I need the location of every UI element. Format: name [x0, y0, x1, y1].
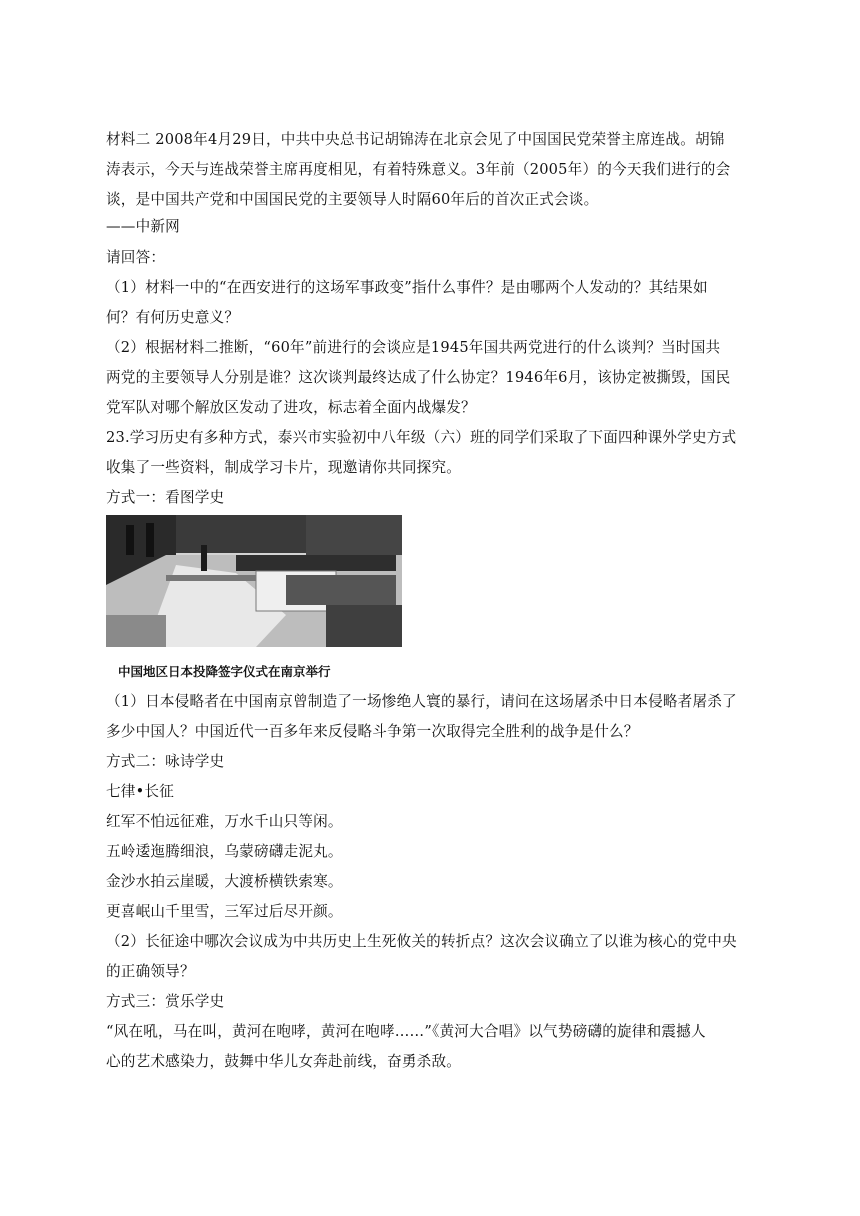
text-line: 多少中国人？中国近代一百多年来反侵略斗争第一次取得完全胜利的战争是什么？ [106, 723, 639, 740]
photo-caption: 中国地区日本投降签字仪式在南京举行 [118, 664, 331, 679]
source-attribution: ——中新网 [106, 218, 180, 235]
question-1: （1）材料一中的“在西安进行的这场军事政变”指什么事件？是由哪两个人发动的？其结果如 [106, 279, 708, 296]
text-line: （1）日本侵略者在中国南京曾制造了一场惨绝人寰的暴行，请问在这场屠杀中日本侵略者屠杀了 [106, 693, 737, 710]
poem-line: 更喜岷山千里雪，三军过后尽开颜。 [106, 903, 343, 920]
question-23: 23.学习历史有多种方式，泰兴市实验初中八年级（六）班的同学们采取了下面四种课外学史方式 [106, 429, 737, 446]
text-line: 请回答： [106, 249, 166, 266]
section-heading: 方式三：赏乐学史 [106, 993, 225, 1010]
text-line: 涛表示，今天与连战荣誉主席再度相见，有着特殊意义。3年前（2005年）的今天我们进行的会 [106, 161, 731, 178]
poem-line: 五岭逶迤腾细浪，乌蒙磅礴走泥丸。 [106, 843, 343, 860]
question-2: （2）根据材料二推断，“60年”前进行的会谈应是1945年国共两党进行的什么谈判？当时国共 [106, 339, 721, 356]
poem-line: 红军不怕远征难，万水千山只等闲。 [106, 813, 343, 830]
text-line: “风在吼，马在叫，黄河在咆哮，黄河在咆哮……”《黄河大合唱》以气势磅礴的旋律和震撼人 [106, 1023, 706, 1040]
poem-line: 金沙水拍云崖暖，大渡桥横铁索寒。 [106, 873, 343, 890]
text-line: 收集了一些资料，制成学习卡片，现邀请你共同探究。 [106, 459, 462, 476]
text-line: 心的艺术感染力，鼓舞中华儿女奔赴前线，奋勇杀敌。 [106, 1053, 462, 1070]
text-line: 谈，是中国共产党和中国国民党的主要领导人时隔60年后的首次正式会谈。 [106, 191, 599, 208]
section-heading: 方式二：咏诗学史 [106, 753, 225, 770]
text-line: 党军队对哪个解放区发动了进攻，标志着全面内战爆发？ [106, 399, 476, 416]
text-line: 材料二 2008年4月29日，中共中央总书记胡锦涛在北京会见了中国国民党荣誉主席连战。胡锦 [106, 131, 725, 148]
text-line: 的正确领导？ [106, 963, 195, 980]
poem-title: 七律•长征 [106, 783, 174, 800]
text-line: 两党的主要领导人分别是谁？这次谈判最终达成了什么协定？1946年6月，该协定被撕毁，国民 [106, 369, 731, 386]
text-line: 何？有何历史意义？ [106, 309, 240, 326]
section-heading: 方式一：看图学史 [106, 489, 225, 506]
surrender-ceremony-photo [106, 515, 402, 647]
text-line: （2）长征途中哪次会议成为中共历史上生死攸关的转折点？这次会议确立了以谁为核心的党中央 [106, 933, 737, 950]
